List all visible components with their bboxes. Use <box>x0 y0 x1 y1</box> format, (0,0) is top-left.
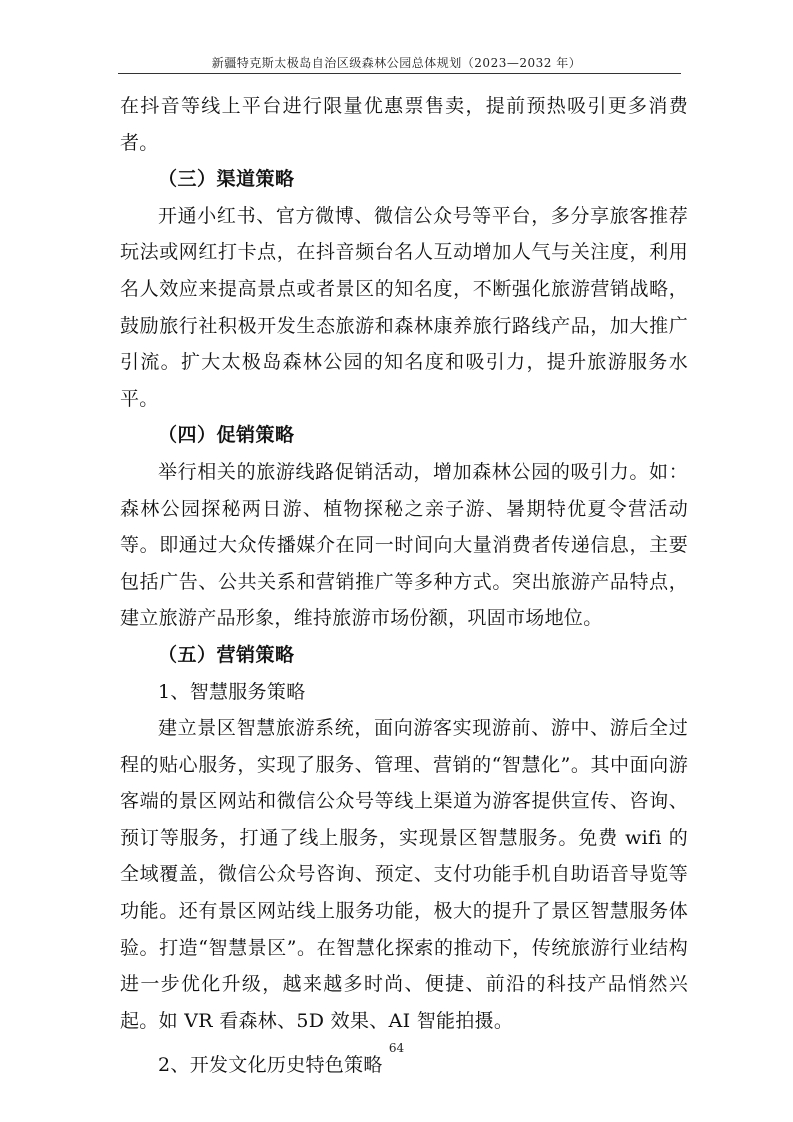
section-heading-channel: （三）渠道策略 <box>158 168 295 191</box>
promotion-paragraph: 举行相关的旅游线路促销活动，增加森林公园的吸引力。如：森林公园探秘两日游、植物探秘之亲子游、暑期特优夏令营活动等。即通过大众传播媒介在同一时间向大量消费者传递信息，主要包括广告、公共关系和营销推广等多种方式。突出旅游产品特点，建立旅游产品形象，维持旅游市场份额，巩固市场地位。 <box>120 460 688 630</box>
section-heading-promotion: （四）促销策略 <box>158 424 295 447</box>
document-body <box>120 88 688 1084</box>
section-heading-marketing: （五）营销策略 <box>158 643 295 666</box>
intro-paragraph: 在抖音等线上平台进行限量优惠票售卖，提前预热吸引更多消费者。 <box>120 95 688 154</box>
header-rule <box>118 73 681 74</box>
subheading-culture-history: 2、开发文化历史特色策略 <box>158 1054 383 1077</box>
channel-paragraph: 开通小红书、官方微博、微信公众号等平台，多分享旅客推荐玩法或网红打卡点，在抖音频台名人互动增加人气与关注度，利用名人效应来提高景点或者景区的知名度，不断强化旅游营销战略，鼓励旅行社积极开发生态旅游和森林康养旅行路线产品，加大推广引流。扩大太极岛森林公园的知名度和吸引力，提升旅游服务水平。 <box>120 204 688 410</box>
page-header: 新疆特克斯太极岛自治区级森林公园总体规划（2023—2032 年） <box>211 56 582 70</box>
smart-service-paragraph: 建立景区智慧旅游系统，面向游客实现游前、游中、游后全过程的贴心服务，实现了服务、管理、营销的“智慧化”。其中面向游客端的景区网站和微信公众号等线上渠道为游客提供宣传、咨询、预订等服务，打通了线上服务，实现景区智慧服务。免费 wifi 的全域覆盖，微信公众号咨询、预定、支付功能手机自助语音导览等功能。还有景区网站线上服务功能，极大的提升了景区智慧服务体验。打造“智慧景区”。在智慧化探索的推动下，传统旅游行业结构进一步优化升级，越来越多时尚、便捷、前沿的科技产品悄然兴起。如 VR 看森林、5D 效果、AI 智能拍摄。 <box>120 717 688 1032</box>
page-number: 64 <box>388 1041 405 1055</box>
subheading-smart-service: 1、智慧服务策略 <box>158 680 306 703</box>
